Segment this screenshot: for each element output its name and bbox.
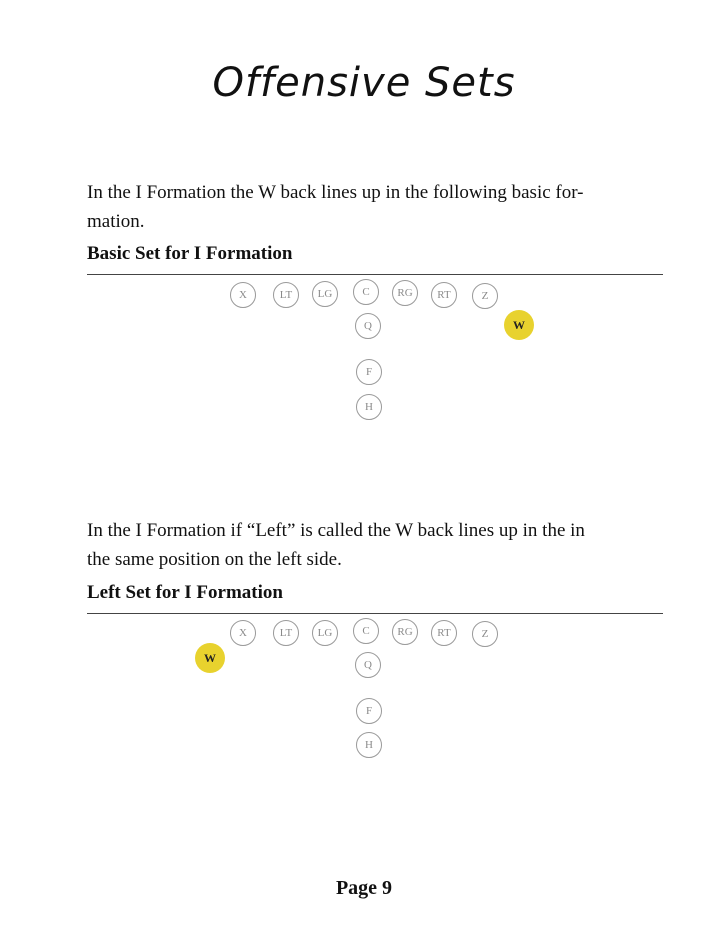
player-lt: LT [273,282,299,308]
formation-diagram-basic [0,280,728,440]
section-heading-basic-set: Basic Set for I Formation [87,243,293,264]
player-h: H [356,394,382,420]
intro-paragraph-left [87,516,657,574]
player-rg: RG [392,619,418,645]
player-q: Q [355,313,381,339]
heading-rule [87,613,663,614]
text-line: the same position on the left side. [87,549,342,570]
player-w-highlighted: W [195,643,225,673]
text-line: In the I Formation if “Left” is called the W back lines up in the in [87,520,585,541]
heading-rule [87,274,663,275]
formation-diagram-left [0,620,728,780]
text-line: mation. [87,211,145,232]
player-f: F [356,359,382,385]
player-lg: LG [312,620,338,646]
player-c: C [353,618,379,644]
player-x: X [230,620,256,646]
player-h: H [356,732,382,758]
player-f: F [356,698,382,724]
intro-paragraph-basic [87,178,657,236]
page-title: Offensive Sets [212,60,516,106]
player-rg: RG [392,280,418,306]
page-number: Page 9 [335,877,393,899]
player-lt: LT [273,620,299,646]
text-line: In the I Formation the W back lines up in the following basic for- [87,182,584,203]
player-c: C [353,279,379,305]
player-q: Q [355,652,381,678]
player-lg: LG [312,281,338,307]
player-rt: RT [431,282,457,308]
player-x: X [230,282,256,308]
player-w-highlighted: W [504,310,534,340]
player-z: Z [472,621,498,647]
player-z: Z [472,283,498,309]
player-rt: RT [431,620,457,646]
section-heading-left-set: Left Set for I Formation [87,582,283,603]
